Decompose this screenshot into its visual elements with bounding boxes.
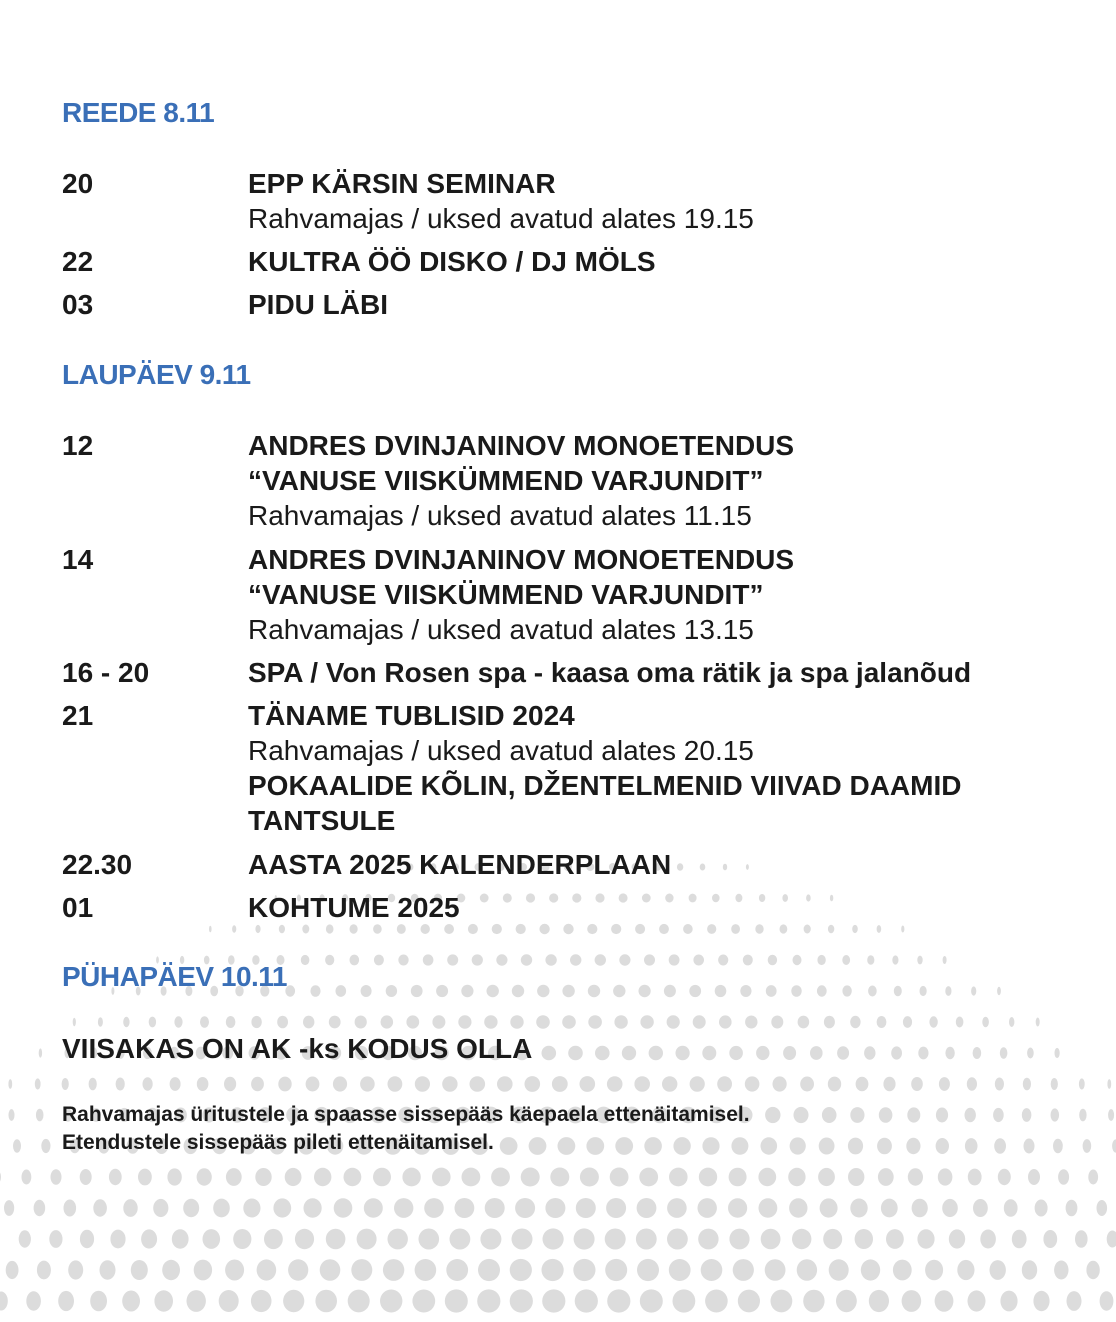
event-note: TANTSULE [248,805,396,836]
event-description [248,847,1048,882]
event-subtitle: “VANUSE VIISKÜMMEND VARJUNDIT” [248,579,764,610]
event-title: ANDRES DVINJANINOV MONOETENDUS [248,430,795,461]
event-title: PIDU LÄBI [248,289,388,320]
event-description [248,287,1048,322]
day-heading-saturday: LAUPÄEV 9.11 [62,359,251,390]
event-venue: Rahvamajas / uksed avatud alates 20.15 [248,735,754,766]
event-venue: Rahvamajas / uksed avatud alates 11.15 [248,500,752,531]
event-description [248,166,1048,236]
day-heading-sunday: PÜHAPÄEV 10.11 [62,961,287,992]
event-time: 22.30 [62,849,133,880]
event-description [248,542,1048,647]
event-title: SPA / Von Rosen spa - kaasa oma rätik ja spa jalanõud [248,657,972,688]
event-title: ANDRES DVINJANINOV MONOETENDUS [248,544,795,575]
event-time: 12 [62,430,94,461]
event-time: 01 [62,892,94,923]
event-title: KOHTUME 2025 [248,892,460,923]
event-time: 16 - 20 [62,657,150,688]
event-time: 14 [62,544,94,575]
event-time: 03 [62,289,94,320]
motto-text: VIISAKAS ON AK -ks KODUS OLLA [62,1033,533,1064]
note-line: Etendustele sissepääs pileti ettenäitamisel. [62,1131,494,1154]
day-heading-friday: REEDE 8.11 [62,97,215,128]
event-description [248,698,1048,838]
event-description [248,428,1048,533]
event-note: POKAALIDE KÕLIN, DŽENTELMENID VIIVAD DAAMID [248,770,962,801]
event-description [248,655,1048,690]
event-time: 20 [62,168,94,199]
event-subtitle: “VANUSE VIISKÜMMEND VARJUNDIT” [248,465,764,496]
event-venue: Rahvamajas / uksed avatud alates 19.15 [248,203,754,234]
entry-notes [62,1101,750,1157]
note-line: Rahvamajas üritustele ja spaasse sissepääs käepaela ettenäitamisel. [62,1103,750,1126]
event-description [248,244,1048,279]
event-title: KULTRA ÖÖ DISKO / DJ MÖLS [248,246,656,277]
event-title: EPP KÄRSIN SEMINAR [248,168,556,199]
event-title: AASTA 2025 KALENDERPLAAN [248,849,672,880]
event-description [248,890,1048,925]
event-venue: Rahvamajas / uksed avatud alates 13.15 [248,614,754,645]
event-title: TÄNAME TUBLISID 2024 [248,700,575,731]
event-time: 22 [62,246,94,277]
event-time: 21 [62,700,94,731]
